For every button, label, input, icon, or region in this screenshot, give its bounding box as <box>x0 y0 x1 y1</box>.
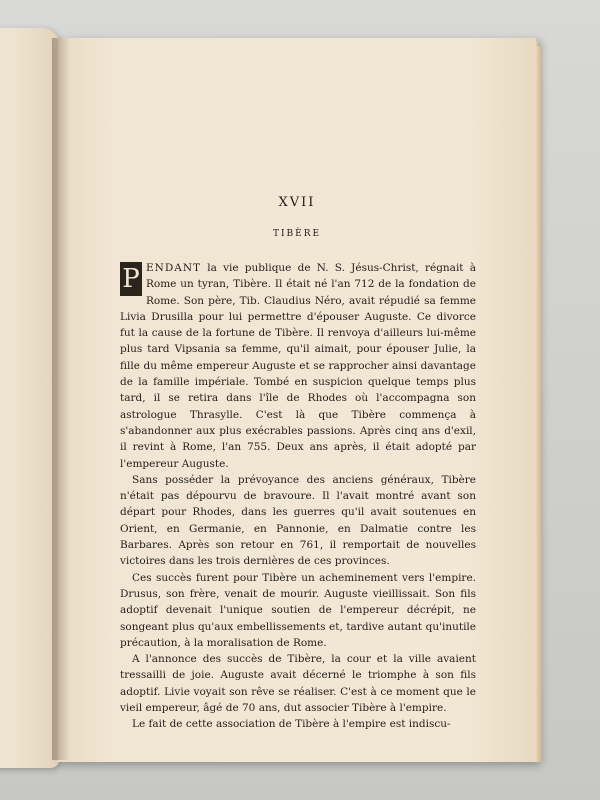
paragraph-text: la vie publique de N. S. Jésus-Christ, régnait à Rome un tyran, Tibère. Il était né l'an 712 de la fondation de Rome. Son père, Tib. Claudius Néro, avait répudié sa femme Livia Drusilla pour lui permettre d'épouser Auguste. Ce divorce fut la cause de la fortune de Tibère. Il renvoya d'ailleurs lui-même plus tard Vipsania sa femme, qu'il aimait, pour épouser Julie, la fille du même empereur Auguste et se rapprocher ainsi davantage de la famille impériale. Tombé en suspicion quelque temps plus tard, il se retira dans l'île de Rhodes où l'accompagna son astrologue Thrasylle. C'est là que Tibère commença à s'abandonner aux plus exécrables passions. Après cinq ans d'exil, il revint à Rome, l'an 755. Deux ans après, il était adopté par l'empereur Auguste. <box>120 262 476 470</box>
chapter-title: TIBÈRE <box>272 229 322 239</box>
paragraph-5: Le fait de cette association de Tibère à l'empire est indiscu- <box>132 718 451 731</box>
right-page <box>58 38 538 762</box>
paragraph-2: Sans posséder la prévoyance des anciens généraux, Tibère n'était pas dépourvu de bravoure. Il l'avait montré avant son départ pour Rhodes, dans les guerres qu'il avait soutenues en Orient, en Germanie, en Pannonie, en Dalmatie contre les Barbares. Après son retour en 761, il remportait de nouvelles victoires dans les trois dernières de ces provinces. <box>120 473 476 568</box>
paragraph-3: Ces succès furent pour Tibère un acheminement vers l'empire. Drusus, son frère, venait de mourir. Auguste vieillissait. Son fils adoptif devenait l'unique soutien de l'empereur décrépit, ne songeant plus qu'aux embellissements et, tardive autant qu'inutile précaution, à la moralisation de Rome. <box>120 571 476 649</box>
chapter-number: XVII <box>278 195 316 210</box>
paragraph-1 <box>120 260 476 472</box>
drop-cap: P <box>120 262 142 296</box>
first-word: ENDANT <box>146 262 202 274</box>
left-page <box>0 28 60 768</box>
gutter-shadow <box>52 38 70 760</box>
paragraph-4: A l'annonce des succès de Tibère, la cour et la ville avaient tressailli de joie. Auguste avait décerné le triomphe à son fils adoptif. Livie voyait son rêve se réaliser. C'est à ce moment que le vieil empereur, âgé de 70 ans, dut associer Tibère à l'empire. <box>120 653 476 715</box>
body-text <box>120 260 476 733</box>
